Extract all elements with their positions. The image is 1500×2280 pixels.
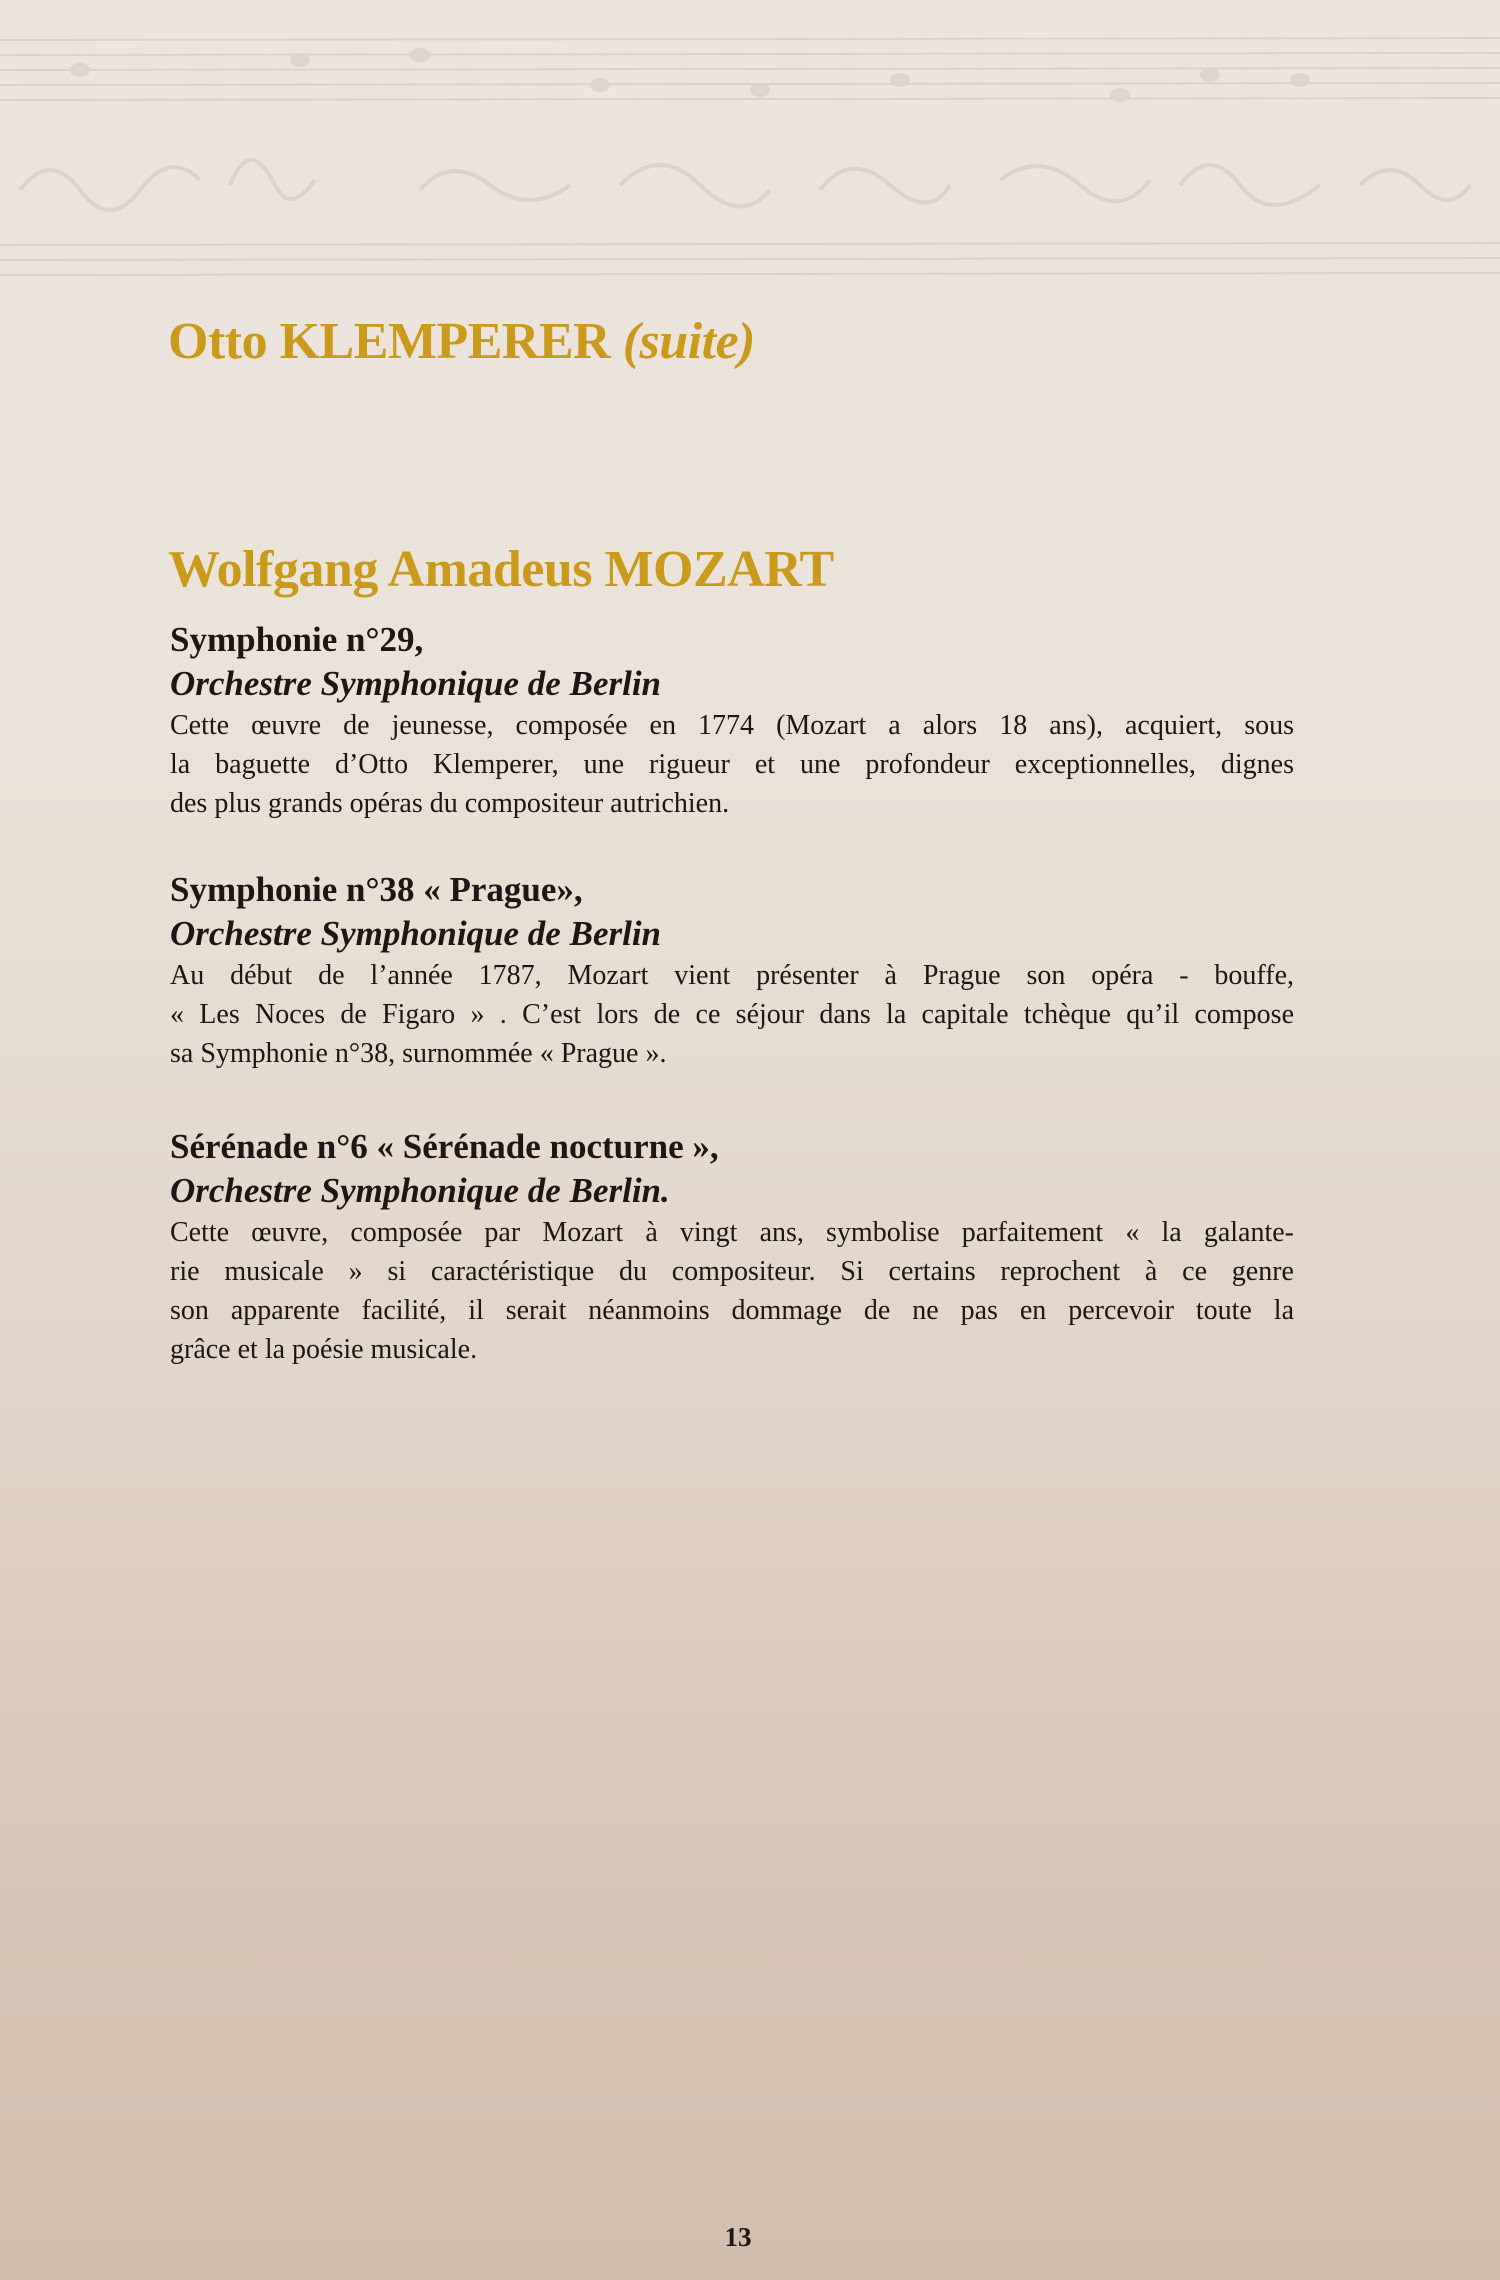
orchestra-name: Orchestre Symphonique de Berlin bbox=[170, 914, 662, 953]
work-section bbox=[170, 868, 1294, 1073]
title-name: Otto KLEMPERER bbox=[168, 313, 611, 370]
work-title: Symphonie n°38 « Prague», bbox=[170, 870, 583, 909]
work-section bbox=[170, 1125, 1294, 1369]
title-suffix: (suite) bbox=[622, 313, 755, 370]
page-number: 13 bbox=[724, 2222, 752, 2252]
orchestra-name: Orchestre Symphonique de Berlin. bbox=[170, 1171, 670, 1210]
page-title bbox=[168, 312, 755, 371]
description-line: son apparente facilité, il serait néanmoins dommage de ne pas en percevoir toute la bbox=[170, 1295, 1294, 1326]
work-section bbox=[170, 618, 1294, 823]
orchestra-name: Orchestre Symphonique de Berlin bbox=[170, 664, 662, 703]
description-line: sa Symphonie n°38, surnommée « Prague ». bbox=[170, 1038, 667, 1069]
description-line: Au début de l’année 1787, Mozart vient présenter à Prague son opéra - bouffe, bbox=[170, 960, 1294, 991]
description-line: grâce et la poésie musicale. bbox=[170, 1334, 478, 1365]
description-line: la baguette d’Otto Klemperer, une rigueur et une profondeur exceptionnelles, dignes bbox=[170, 749, 1294, 780]
work-title: Sérénade n°6 « Sérénade nocturne », bbox=[170, 1127, 719, 1166]
description-line: rie musicale » si caractéristique du compositeur. Si certains reprochent à ce genre bbox=[170, 1256, 1294, 1287]
work-title: Symphonie n°29, bbox=[170, 620, 424, 659]
description-line: des plus grands opéras du compositeur autrichien. bbox=[170, 788, 730, 819]
music-score-watermark bbox=[0, 0, 1500, 330]
description-line: « Les Noces de Figaro » . C’est lors de ce séjour dans la capitale tchèque qu’il compose bbox=[170, 999, 1294, 1030]
description-line: Cette œuvre de jeunesse, composée en 1774 (Mozart a alors 18 ans), acquiert, sous bbox=[170, 710, 1294, 741]
description-line: Cette œuvre, composée par Mozart à vingt ans, symbolise parfaitement « la galante- bbox=[170, 1217, 1294, 1248]
composer-heading: Wolfgang Amadeus MOZART bbox=[168, 541, 834, 598]
